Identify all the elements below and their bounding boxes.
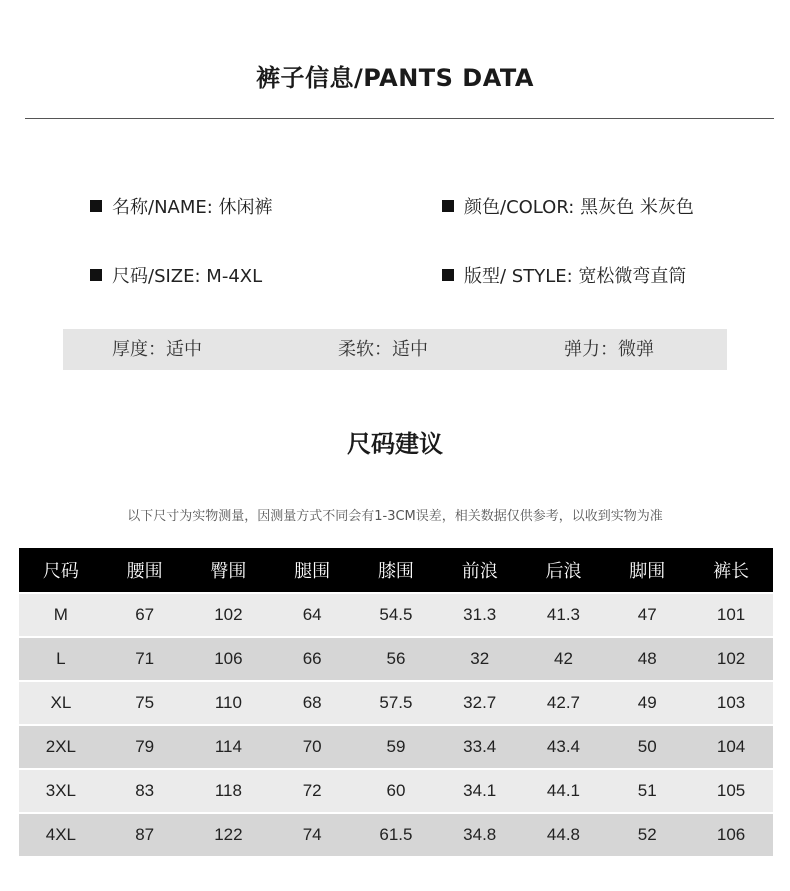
measurement-cell: 48 — [605, 636, 689, 680]
measurement-cell: 42.7 — [522, 680, 606, 724]
measurement-cell: 54.5 — [354, 592, 438, 636]
measurement-cell: 114 — [187, 724, 271, 768]
measurement-cell: 118 — [187, 768, 271, 812]
measurement-cell: 104 — [689, 724, 773, 768]
measurement-cell: 79 — [103, 724, 187, 768]
column-header: 膝围 — [354, 548, 438, 592]
measurement-note: 以下尺寸为实物测量，因测量方式不同会有1-3CM误差，相关数据仅供参考，以收到实物为准 — [127, 509, 663, 524]
table-row — [19, 680, 773, 724]
info-style — [442, 262, 686, 288]
measurement-cell: 66 — [270, 636, 354, 680]
size-label-cell: L — [19, 636, 103, 680]
table-row — [19, 724, 773, 768]
column-header: 腿围 — [270, 548, 354, 592]
size-label-cell: M — [19, 592, 103, 636]
table-row — [19, 768, 773, 812]
measurement-cell: 110 — [187, 680, 271, 724]
measurement-cell: 34.1 — [438, 768, 522, 812]
measurement-cell: 105 — [689, 768, 773, 812]
column-header: 后浪 — [522, 548, 606, 592]
size-chart-table — [19, 548, 773, 856]
size-label-cell: 3XL — [19, 768, 103, 812]
title-divider — [25, 118, 774, 119]
measurement-cell: 102 — [187, 592, 271, 636]
column-header: 臀围 — [187, 548, 271, 592]
measurement-cell: 32 — [438, 636, 522, 680]
measurement-cell: 50 — [605, 724, 689, 768]
measurement-cell: 41.3 — [522, 592, 606, 636]
measurement-cell: 44.8 — [522, 812, 606, 856]
measurement-cell: 64 — [270, 592, 354, 636]
measurement-cell: 51 — [605, 768, 689, 812]
measurement-cell: 32.7 — [438, 680, 522, 724]
info-color-text: 颜色/COLOR: 黑灰色 米灰色 — [464, 197, 694, 218]
square-bullet-icon — [90, 269, 102, 281]
column-header: 脚围 — [605, 548, 689, 592]
measurement-cell: 102 — [689, 636, 773, 680]
measurement-cell: 59 — [354, 724, 438, 768]
size-label-cell: 4XL — [19, 812, 103, 856]
info-name-text: 名称/NAME: 休闲裤 — [112, 197, 273, 218]
measurement-cell: 75 — [103, 680, 187, 724]
table-header-row — [19, 548, 773, 592]
page-title: 裤子信息/PANTS DATA — [255, 64, 535, 92]
measurement-cell: 70 — [270, 724, 354, 768]
measurement-cell: 47 — [605, 592, 689, 636]
info-name — [90, 193, 273, 219]
property-thickness: 厚度：适中 — [112, 339, 202, 360]
property-softness: 柔软：适中 — [338, 339, 428, 360]
measurement-cell: 83 — [103, 768, 187, 812]
measurement-cell: 106 — [689, 812, 773, 856]
info-size — [90, 262, 262, 288]
measurement-cell: 31.3 — [438, 592, 522, 636]
measurement-cell: 56 — [354, 636, 438, 680]
measurement-cell: 122 — [187, 812, 271, 856]
column-header: 前浪 — [438, 548, 522, 592]
measurement-cell: 33.4 — [438, 724, 522, 768]
size-section-title: 尺码建议 — [347, 430, 443, 458]
column-header: 裤长 — [689, 548, 773, 592]
info-size-text: 尺码/SIZE: M-4XL — [112, 266, 263, 287]
measurement-cell: 34.8 — [438, 812, 522, 856]
square-bullet-icon — [90, 200, 102, 212]
fabric-properties-bar — [63, 329, 727, 370]
info-color — [442, 193, 694, 219]
column-header: 尺码 — [19, 548, 103, 592]
measurement-cell: 101 — [689, 592, 773, 636]
measurement-cell: 57.5 — [354, 680, 438, 724]
measurement-cell: 52 — [605, 812, 689, 856]
table-row — [19, 592, 773, 636]
square-bullet-icon — [442, 269, 454, 281]
table-row — [19, 812, 773, 856]
measurement-cell: 106 — [187, 636, 271, 680]
measurement-cell: 87 — [103, 812, 187, 856]
measurement-cell: 74 — [270, 812, 354, 856]
measurement-cell: 72 — [270, 768, 354, 812]
measurement-cell: 71 — [103, 636, 187, 680]
measurement-cell: 103 — [689, 680, 773, 724]
measurement-cell: 61.5 — [354, 812, 438, 856]
table-row — [19, 636, 773, 680]
measurement-cell: 44.1 — [522, 768, 606, 812]
info-style-text: 版型/ STYLE: 宽松微弯直筒 — [464, 266, 687, 287]
measurement-cell: 68 — [270, 680, 354, 724]
measurement-cell: 67 — [103, 592, 187, 636]
square-bullet-icon — [442, 200, 454, 212]
measurement-cell: 42 — [522, 636, 606, 680]
measurement-cell: 60 — [354, 768, 438, 812]
property-elasticity: 弹力：微弹 — [564, 339, 654, 360]
measurement-cell: 49 — [605, 680, 689, 724]
measurement-cell: 43.4 — [522, 724, 606, 768]
column-header: 腰围 — [103, 548, 187, 592]
size-label-cell: XL — [19, 680, 103, 724]
size-label-cell: 2XL — [19, 724, 103, 768]
